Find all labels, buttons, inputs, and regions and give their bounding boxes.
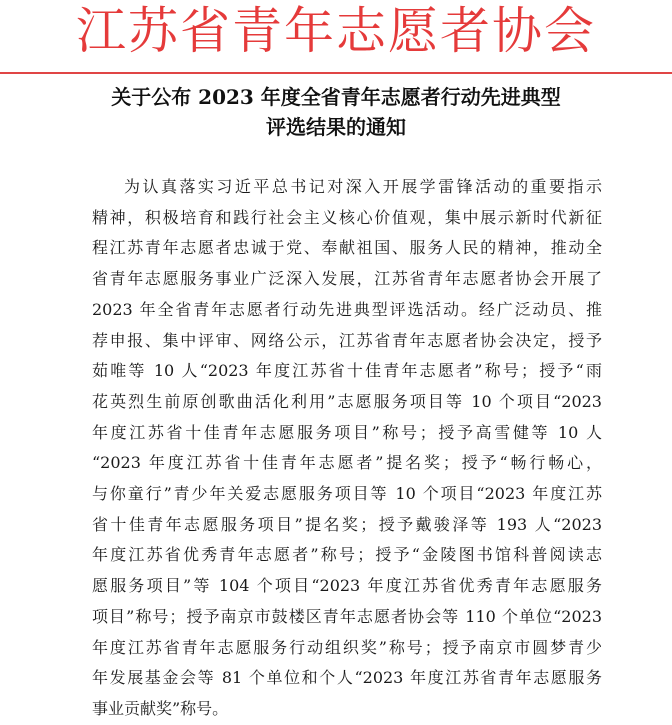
body-line: 省青年志愿服务事业广泛深入发展，江苏省青年志愿者协会开展了	[92, 269, 602, 289]
body-line: 为认真落实习近平总书记对深入开展学雷锋活动的重要指示	[124, 177, 602, 196]
body-line: 事业贡献奖”称号。	[92, 698, 229, 718]
body-line: 年发展基金会等 81 个单位和个人“2023 年度江苏省青年志愿服务	[92, 668, 602, 688]
body-line: 2023 年全省青年志愿者行动先进典型评选活动。经广泛动员、推	[92, 299, 602, 319]
body-line: 荐申报、集中评审、网络公示，江苏省青年志愿者协会决定，授予	[92, 330, 602, 350]
body-line: 精神，积极培育和践行社会主义核心价值观，集中展示新时代新征	[92, 207, 602, 227]
body-line: 年度江苏省十佳青年志愿服务项目”称号；授予高雪健等 10 人	[92, 422, 602, 442]
document-title	[0, 82, 672, 142]
body-line: 年度江苏省优秀青年志愿者”称号；授予“金陵图书馆科普阅读志	[92, 545, 602, 565]
body-line: 省十佳青年志愿服务项目”提名奖；授予戴骏泽等 193 人“2023	[92, 514, 602, 534]
body-line: 花英烈生前原创歌曲活化利用”志愿服务项目等 10 个项目“2023	[92, 391, 602, 411]
masthead	[0, 0, 672, 70]
body-line: 程江苏青年志愿者忠诚于党、奉献祖国、服务人民的精神，推动全	[92, 238, 602, 258]
masthead-divider	[0, 72, 672, 74]
body-line: “2023 年度江苏省十佳青年志愿者”提名奖；授予“畅行畅心，	[92, 453, 602, 473]
body-line: 茹唯等 10 人“2023 年度江苏省十佳青年志愿者”称号；授予“雨	[92, 361, 602, 381]
body-line: 项目”称号；授予南京市鼓楼区青年志愿者协会等 110 个单位“2023	[92, 606, 602, 626]
body-line: 年度江苏省青年志愿服务行动组织奖”称号；授予南京市圆梦青少	[92, 637, 602, 657]
body-line: 愿服务项目”等 104 个项目“2023 年度江苏省优秀青年志愿服务	[92, 576, 602, 596]
organization-name: 江苏省青年志愿者协会	[76, 2, 596, 60]
document-body	[92, 172, 602, 725]
body-line: 与你童行”青少年关爱志愿服务项目等 10 个项目“2023 年度江苏	[92, 484, 602, 504]
title-line-1: 关于公布 2023 年度全省青年志愿者行动先进典型	[111, 85, 561, 109]
title-line-2: 评选结果的通知	[266, 115, 406, 139]
